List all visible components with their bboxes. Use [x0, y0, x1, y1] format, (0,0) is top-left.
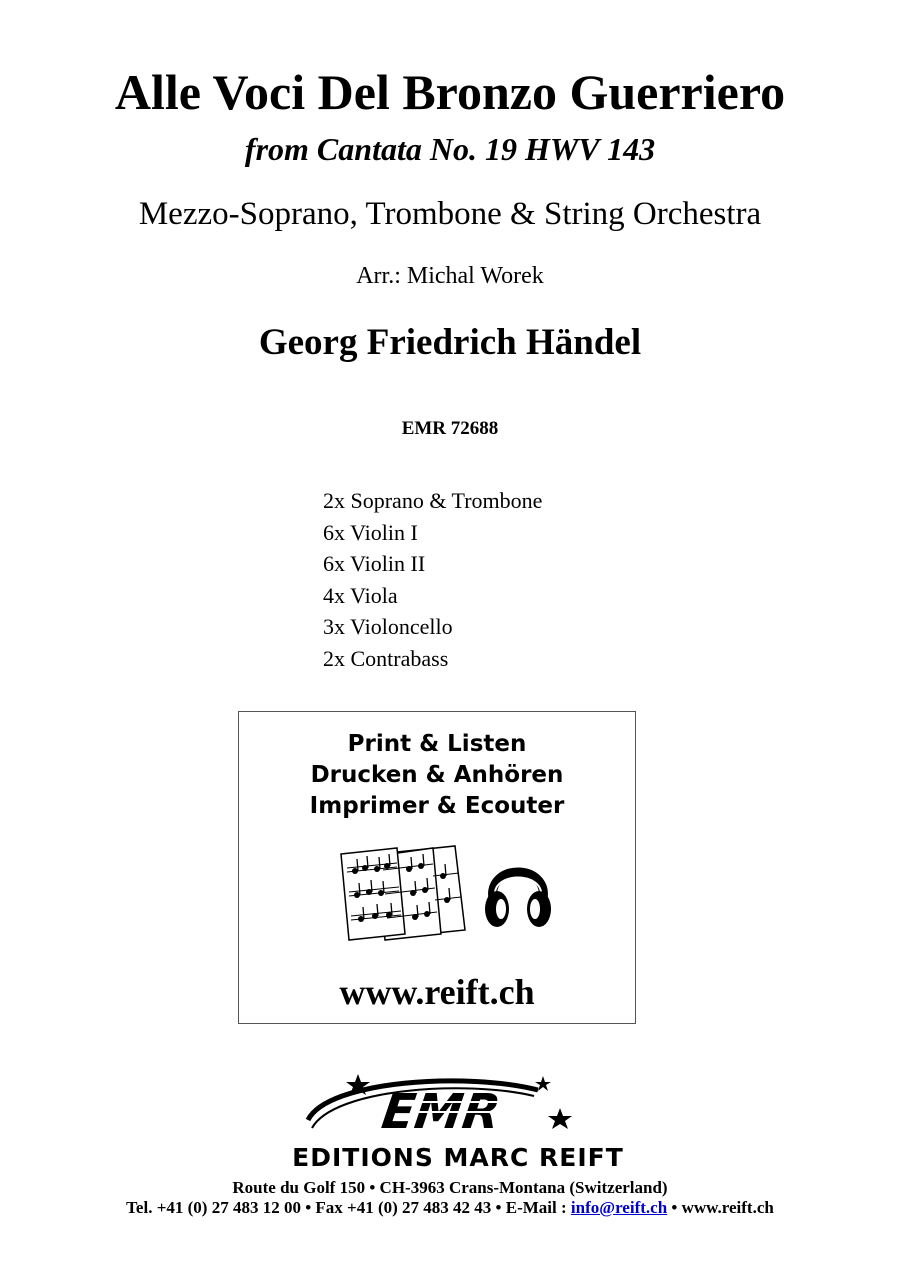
headphones-icon [483, 849, 553, 931]
arranger: Arr.: Michal Worek [356, 263, 544, 289]
publisher-contact [0, 1197, 900, 1219]
instrumentation: Mezzo-Soprano, Trombone & String Orchestra [138, 196, 762, 232]
part-item: 4x Viola [323, 582, 398, 608]
promo-website-link[interactable]: www.reift.ch [339, 972, 535, 1012]
publisher-address: Route du Golf 150 • CH-3963 Crans-Montana (Switzerland) [232, 1178, 668, 1197]
print-listen-box [238, 711, 636, 1024]
publisher-name: EDITIONS MARC REIFT [292, 1143, 624, 1172]
promo-line-imprimer-ecouter: Imprimer & Ecouter [309, 793, 565, 819]
sheet-music-icon [335, 842, 470, 942]
promo-line-drucken-anhoeren: Drucken & Anhören [310, 762, 564, 788]
part-item: 6x Violin I [323, 519, 418, 545]
catalog-number: EMR 72688 [401, 418, 499, 439]
email-link[interactable]: info@reift.ch [570, 1198, 668, 1217]
part-item: 2x Soprano & Trombone [323, 488, 543, 513]
part-item: 3x Violoncello [323, 614, 453, 640]
promo-line-print-listen: Print & Listen [347, 731, 527, 757]
parts-list [323, 485, 542, 675]
composer: Georg Friedrich Händel [258, 322, 642, 363]
part-item: 2x Contrabass [323, 645, 449, 671]
page-title: Alle Voci Del Bronzo Guerriero [114, 64, 786, 120]
emr-publisher-logo [238, 1072, 678, 1172]
emr-logo-text: EMR [378, 1084, 504, 1140]
subtitle: from Cantata No. 19 HWV 143 [244, 131, 656, 167]
part-item: 6x Violin II [323, 551, 426, 577]
contact-website: • www.reift.ch [667, 1198, 774, 1217]
contact-phone-fax: Tel. +41 (0) 27 483 12 00 • Fax +41 (0) 27 483 42 43 • E-Mail : [126, 1198, 571, 1217]
